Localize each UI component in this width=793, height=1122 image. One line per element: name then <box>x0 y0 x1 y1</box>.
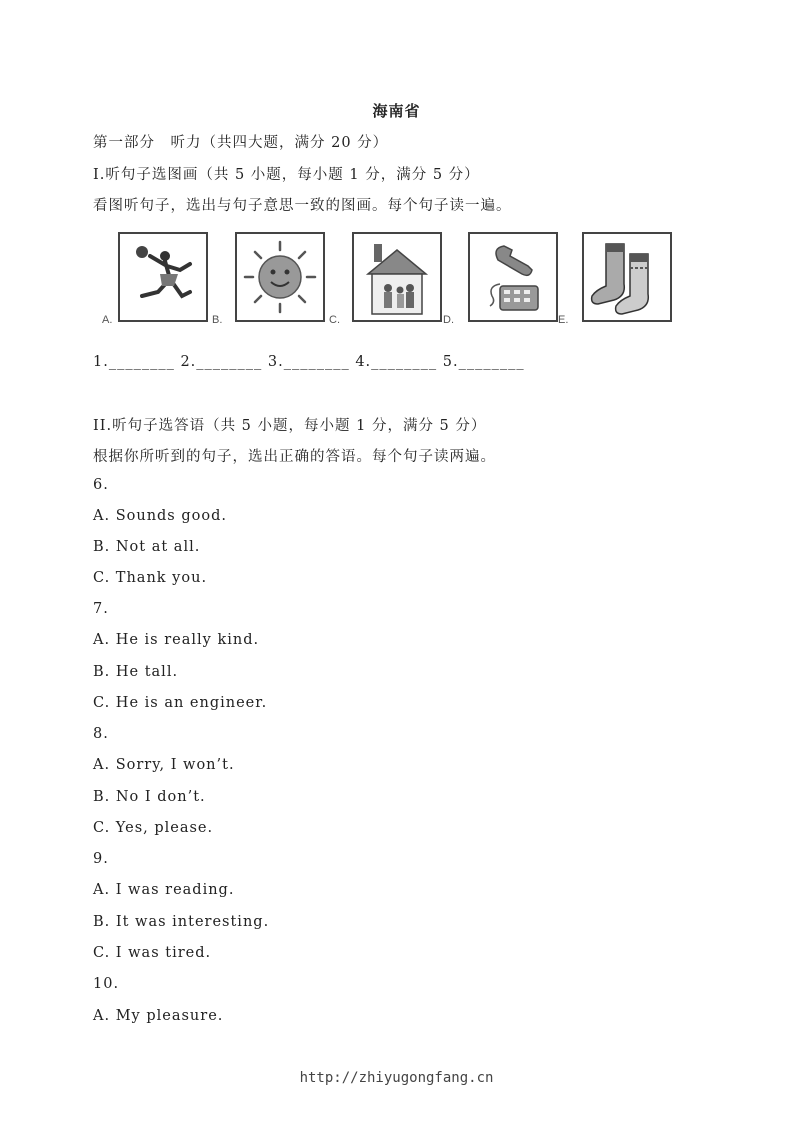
picture-a <box>118 232 208 322</box>
question-number: 7. <box>93 601 109 617</box>
part-heading: 第一部分 听力（共四大题，满分 20 分） <box>93 135 389 151</box>
picture-d <box>468 232 558 322</box>
question-number: 9. <box>93 851 109 867</box>
picture-label-a: A. <box>102 314 113 326</box>
option-text: C. I was tired. <box>93 945 212 961</box>
option-text: B. It was interesting. <box>93 914 270 930</box>
picture-b <box>235 232 325 322</box>
sun-icon <box>237 234 323 320</box>
option-text: A. I was reading. <box>93 882 235 898</box>
option-text: C. Thank you. <box>93 570 208 586</box>
section2-heading: II.听句子选答语（共 5 小题，每小题 1 分，满分 5 分） <box>93 418 487 434</box>
option-text: C. He is an engineer. <box>93 695 268 711</box>
option-text: B. No I don’t. <box>93 789 206 805</box>
picture-label-e: E. <box>558 314 569 326</box>
basketball-player-icon <box>120 234 206 320</box>
option-text: B. Not at all. <box>93 539 201 555</box>
section1-heading: I.听句子选图画（共 5 小题，每小题 1 分，满分 5 分） <box>93 167 480 183</box>
option-text: A. He is really kind. <box>93 632 260 648</box>
question-number: 10. <box>93 976 120 992</box>
socks-icon <box>584 234 670 320</box>
option-text: A. My pleasure. <box>93 1008 224 1024</box>
picture-label-d: D. <box>443 314 454 326</box>
option-text: B. He tall. <box>93 664 179 680</box>
house-family-icon <box>354 234 440 320</box>
picture-label-c: C. <box>329 314 340 326</box>
answer-blanks: 1.________ 2.________ 3.________ 4.________ 5.________ <box>93 354 525 370</box>
section2-instruction: 根据你所听到的句子，选出正确的答语。每个句子读两遍。 <box>93 449 496 465</box>
picture-label-b: B. <box>212 314 223 326</box>
question-number: 8. <box>93 726 109 742</box>
question-number: 6. <box>93 477 109 493</box>
picture-row <box>100 232 680 332</box>
picture-e <box>582 232 672 322</box>
telephone-icon <box>470 234 556 320</box>
option-text: C. Yes, please. <box>93 820 214 836</box>
footer-url: http://zhiyugongfang.cn <box>299 1070 494 1086</box>
picture-c <box>352 232 442 322</box>
page-title: 海南省 <box>372 102 421 120</box>
option-text: A. Sounds good. <box>93 508 227 524</box>
option-text: A. Sorry, I won’t. <box>93 757 235 773</box>
section1-instruction: 看图听句子，选出与句子意思一致的图画。每个句子读一遍。 <box>93 198 512 214</box>
